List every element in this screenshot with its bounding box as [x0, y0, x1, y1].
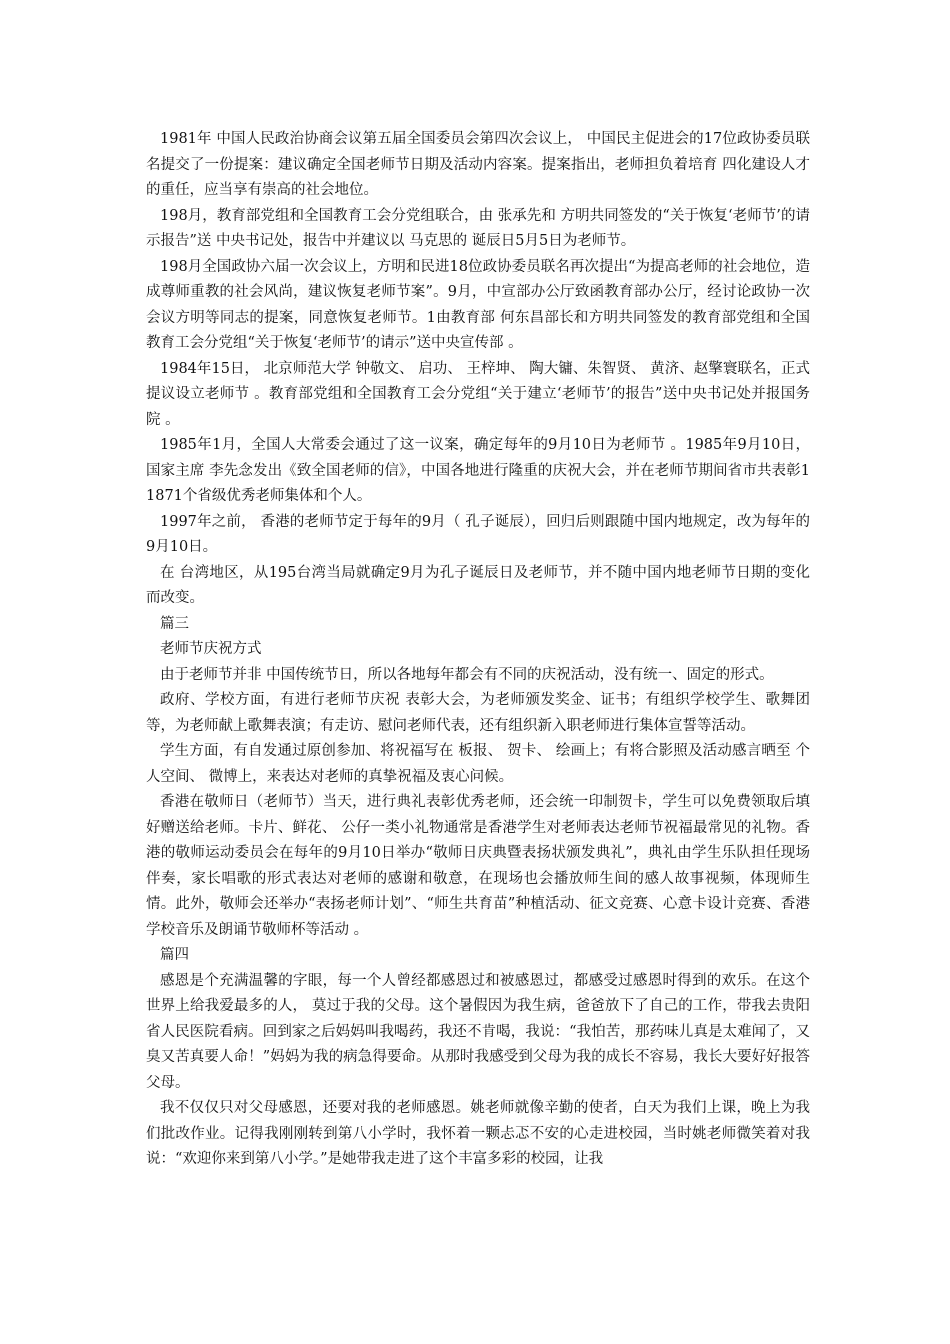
paragraph-government-school: 政府、学校方面，有进行老师节庆祝 表彰大会，为老师颁发奖金、证书；有组织学校学生、歌舞团等，为老师献上歌舞表演；有走访、慰问老师代表，还有组织新入职老师进行集体宣誓等活动。	[146, 692, 810, 734]
paragraph-cppcc-proposal: 198月全国政协六届一次会议上，方明和民进18位政协委员联名再次提出“为提高老师的社会地位，造成尊师重教的社会风尚，建议恢复老师节案”。9月，中宣部办公厅致函教育部办公厅，经讨论政协一次会议方明等同志的提案，同意恢复老师节。1由教育部 何东昌部长和方明共同签发的教育部党组和全国教育工会分党组“关于恢复‘老师节’的请示”送中央宣传部 。	[146, 258, 810, 351]
section-heading-part3: 篇三	[160, 615, 189, 632]
paragraph-hong-kong-day: 香港在敬师日（老师节）当天，进行典礼表彰优秀老师，还会统一印制贺卡，学生可以免费领取后填好赠送给老师。卡片、鲜花、 公仔一类小礼物通常是香港学生对老师表达老师节祝福最常见的礼物。香港的敬师运动委员会在每年的9月10日举办“敬师日庆典暨表扬状颁发典礼”，典礼由学生乐队担任现场伴奏，家长唱歌的形式表达对老师的感谢和敬意，在现场也会播放师生间的感人故事视频，体现师生情。此外，敬师会还举办“表扬老师计划”、“师生共育苗”种植活动、征文竞赛、心意卡设计竞赛、香港学校音乐及朗诵节敬师杯等活动 。	[146, 794, 810, 938]
paragraph-celebration-intro: 由于老师节并非 中国传统节日，所以各地每年都会有不同的庆祝活动，没有统一、固定的形式。	[160, 666, 774, 683]
paragraph-hong-kong-date: 1997年之前， 香港的老师节定于每年的9月（ 孔子诞辰），回归后则跟随中国内地规定，改为每年的9月10日。	[146, 513, 810, 555]
paragraph-taiwan-date: 在 台湾地区，从195台湾当局就确定9月为孔子诞辰日及老师节，并不随中国内地老师节日期的变化而改变。	[146, 564, 810, 606]
paragraph-1984-proposal: 1984年15日， 北京师范大学 钟敬文、 启功、 王梓坤、 陶大镛、朱智贤、 黄济、赵擎寰联名，正式提议设立老师节 。教育部党组和全国教育工会分党组“关于建立‘老师节’的报告”送中央书记处并报国务院 。	[146, 360, 810, 428]
section-heading-part4: 篇四	[160, 947, 189, 963]
paragraph-request-report: 198月，教育部党组和全国教育工会分党组联合，由 张承先和 方明共同签发的“关于恢复‘老师节’的请示报告”送 中央书记处，报告中并建议以 马克思的 诞辰日5月5日为老师节。	[146, 207, 810, 249]
section-title-celebration: 老师节庆祝方式	[160, 641, 262, 657]
paragraph-gratitude-parents: 感恩是个充满温馨的字眼，每一个人曾经都感恩过和被感恩过，都感受过感恩时得到的欢乐。在这个世界上给我爱最多的人， 莫过于我的父母。这个暑假因为我生病，爸爸放下了自己的工作，带我去贵阳省人民医院看病。回到家之后妈妈叫我喝药，我还不肯喝，我说：“我怕苦，那药味儿真是太难闻了，又臭又苦真要人命！”妈妈为我的病急得要命。从那时我感受到父母为我的成长不容易，我长大要好好报答父母。	[146, 972, 810, 1091]
paragraph-gratitude-teacher: 我不仅仅只对父母感恩，还要对我的老师感恩。姚老师就像辛勤的使者，白天为我们上课，晚上为我们批改作业。记得我刚刚转到第八小学时，我怀着一颗忐忑不安的心走进校园，当时姚老师微笑着对我说：“欢迎你来到第八小学。”是她带我走进了这个丰富多彩的校园，让我	[146, 1100, 810, 1167]
document-body	[146, 127, 810, 1173]
paragraph-1985-adoption: 1985年1月，全国人大常委会通过了这一议案，确定每年的9月10日为老师节 。1985年9月10日，国家主席 李先念发出《致全国老师的信》，中国各地进行隆重的庆祝大会，并在老师节期间省市共表彰11871个省级优秀老师集体和个人。	[146, 437, 810, 504]
paragraph-1981-proposal: 1981年 中国人民政治协商会议第五届全国委员会第四次会议上， 中国民主促进会的17位政协委员联名提交了一份提案：建议确定全国老师节日期及活动内容案。提案指出，老师担负着培育 四化建设人才的重任，应当享有崇高的社会地位。	[146, 131, 810, 198]
paragraph-students: 学生方面，有自发通过原创参加、将祝福写在 板报、 贺卡、 绘画上；有将合影照及活动感言晒至 个人空间、 微博上，来表达对老师的真挚祝福及衷心问候。	[146, 743, 810, 785]
